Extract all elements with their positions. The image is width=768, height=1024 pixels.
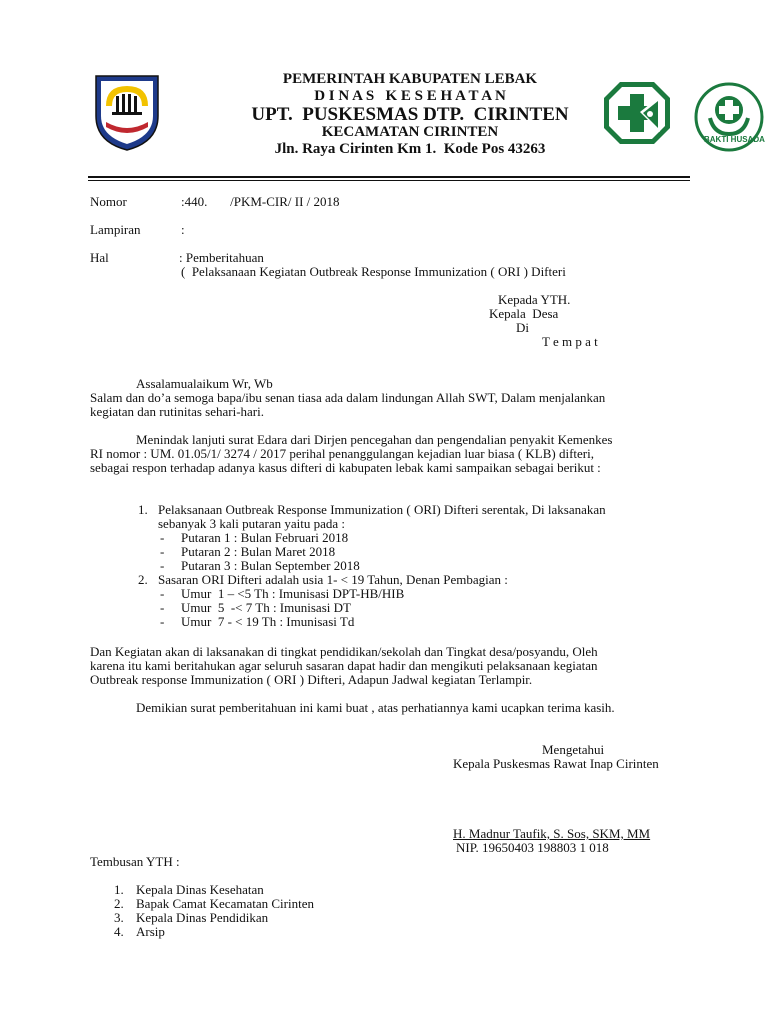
dash-bullet: -	[160, 558, 165, 573]
list-item-1-line-1: Pelaksanaan Outbreak Response Immunization ( ORI) Difteri serentak, Di laksanakan	[158, 502, 606, 517]
bakti-husada-text: BAKTI HUSADA	[704, 135, 765, 144]
header-puskesmas: UPT. PUSKESMAS DTP. CIRINTEN	[251, 104, 569, 125]
tembusan-item: Arsip	[136, 924, 165, 939]
recipient-line4: T e m p a t	[542, 334, 598, 349]
signature-mengetahui: Mengetahui	[542, 742, 605, 757]
bakti-husada-logo	[694, 82, 764, 152]
recipient-line3: Di	[516, 320, 529, 335]
paragraph-2-line-2: RI nomor : UM. 01.05/1/ 3274 / 2017 perihal penanggulangan kejadian luar biasa ( KLB) difteri,	[90, 446, 594, 461]
tembusan-item: Kepala Dinas Kesehatan	[136, 882, 264, 897]
header-government: PEMERINTAH KABUPATEN LEBAK	[282, 71, 538, 87]
paragraph-3-line-3: Outbreak response Immunization ( ORI ) Difteri, Adapun Jadwal kegiatan Terlampir.	[90, 672, 533, 687]
putaran-2: Putaran 2 : Bulan Maret 2018	[181, 544, 336, 559]
kabupaten-lebak-logo	[92, 72, 162, 152]
list-number-2: 2.	[138, 572, 148, 587]
signature-name: H. Madnur Taufik, S. Sos, SKM, MM	[453, 826, 651, 841]
hal-value: : Pemberitahuan	[179, 250, 264, 265]
tembusan-number: 1.	[114, 882, 124, 897]
hal-label: Hal	[90, 250, 109, 265]
dash-bullet: -	[160, 544, 165, 559]
recipient-line2: Kepala Desa	[489, 306, 559, 321]
paragraph-3-line-2: karena itu kami beritahukan agar seluruh sasaran dapat hadir dan mengikuti pelaksanaan kegiatan	[90, 658, 598, 673]
nomor-value: :440. /PKM-CIR/ II / 2018	[181, 194, 340, 209]
dash-bullet: -	[160, 530, 165, 545]
paragraph-2-line-1: Menindak lanjuti surat Edara dari Dirjen pencegahan dan pengendalian penyakit Kemenkes	[136, 432, 613, 447]
umur-1: Umur 1 – <5 Th : Imunisasi DPT-HB/HIB	[181, 586, 405, 601]
lampiran-label: Lampiran	[90, 222, 141, 237]
paragraph-2-line-3: sebagai respon terhadap adanya kasus difteri di kabupaten lebak kami sampaikan sebagai berikut :	[90, 460, 601, 475]
nomor-label: Nomor	[90, 194, 127, 209]
putaran-3: Putaran 3 : Bulan September 2018	[181, 558, 360, 573]
recipient-line1: Kepada YTH.	[498, 292, 571, 307]
signature-title: Kepala Puskesmas Rawat Inap Cirinten	[453, 756, 659, 771]
tembusan-item: Bapak Camat Kecamatan Cirinten	[136, 896, 314, 911]
greeting: Assalamualaikum Wr, Wb	[136, 376, 273, 391]
header-divider-thick	[88, 176, 690, 178]
paragraph-1-line-2: kegiatan dan rutinitas sehari-hari.	[90, 404, 264, 419]
umur-3: Umur 7 - < 19 Th : Imunisasi Td	[181, 614, 355, 629]
tembusan-number: 2.	[114, 896, 124, 911]
list-item-2-line-1: Sasaran ORI Difteri adalah usia 1- < 19 Tahun, Denan Pembagian :	[158, 572, 508, 587]
dash-bullet: -	[160, 586, 165, 601]
lampiran-value: :	[181, 222, 185, 237]
tembusan-title: Tembusan YTH :	[90, 854, 180, 869]
hal-subject: ( Pelaksanaan Kegiatan Outbreak Response Immunization ( ORI ) Difteri	[181, 264, 566, 279]
paragraph-3-line-1: Dan Kegiatan akan di laksanakan di tingkat pendidikan/sekolah dan Tingkat desa/posyandu, Oleh	[90, 644, 598, 659]
header-dinas: D I N A S K E S E H A T A N	[314, 88, 506, 104]
closing-paragraph: Demikian surat pemberitahuan ini kami buat , atas perhatiannya kami ucapkan terima kasih.	[136, 700, 615, 715]
dash-bullet: -	[160, 614, 165, 629]
tembusan-number: 4.	[114, 924, 124, 939]
header-address: Jln. Raya Cirinten Km 1. Kode Pos 43263	[274, 141, 546, 157]
tembusan-item: Kepala Dinas Pendidikan	[136, 910, 269, 925]
dash-bullet: -	[160, 600, 165, 615]
tembusan-number: 3.	[114, 910, 124, 925]
paragraph-1-line-1: Salam dan do’a semoga bapa/ibu senan tiasa ada dalam lindungan Allah SWT, Dalam menjalankan	[90, 390, 606, 405]
putaran-1: Putaran 1 : Bulan Februari 2018	[181, 530, 349, 545]
list-number-1: 1.	[138, 502, 148, 517]
umur-2: Umur 5 -< 7 Th : Imunisasi DT	[181, 600, 351, 615]
list-item-1-line-2: sebanyak 3 kali putaran yaitu pada :	[158, 516, 345, 531]
signature-nip: NIP. 19650403 198803 1 018	[456, 840, 609, 855]
header-kecamatan: KECAMATAN CIRINTEN	[321, 124, 499, 140]
header-divider-thin	[88, 180, 690, 181]
